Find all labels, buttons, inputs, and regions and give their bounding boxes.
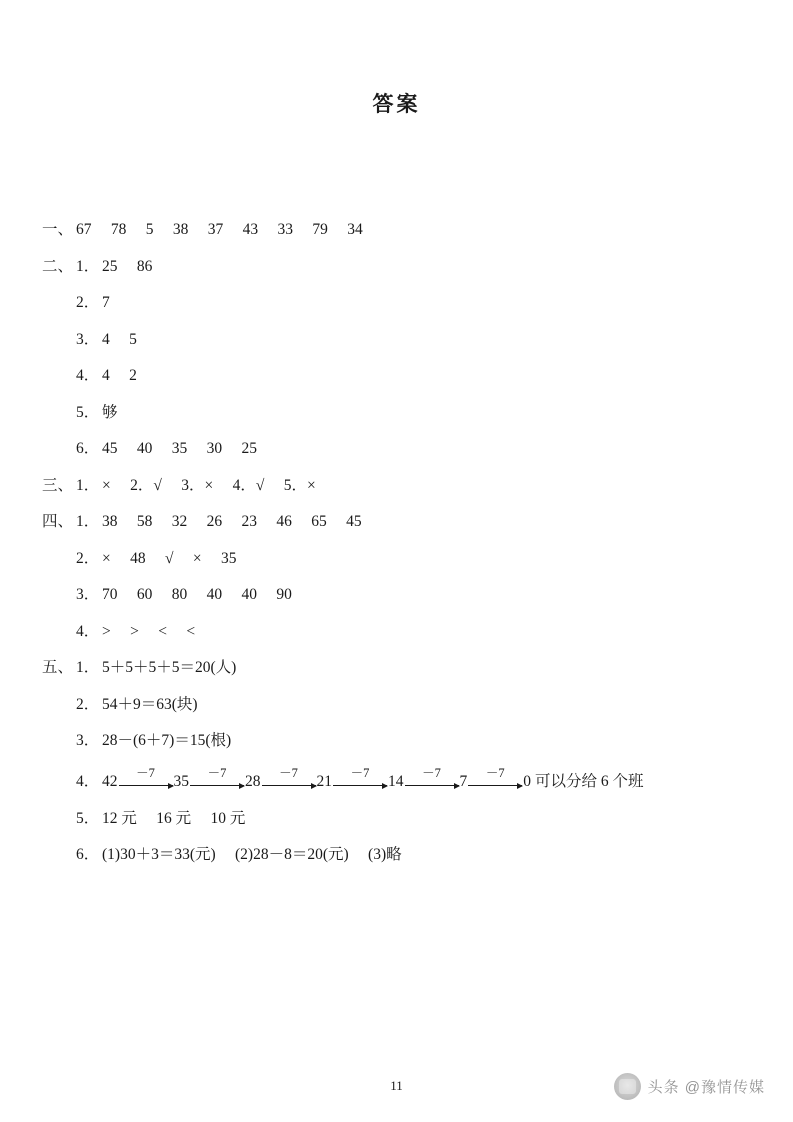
answer-line-section2-3 [42,332,753,348]
item-answer-text: 7 [102,294,110,311]
arrow-label: －7 [279,765,298,780]
chain-value: 7 [459,773,468,790]
item-number: 4． [76,622,100,640]
circle-avatar-icon [614,1073,641,1100]
watermark [614,1073,765,1100]
section-label: 二、 [42,257,74,275]
section-label: 三、 [42,476,74,494]
answer-line-section5-6 [42,847,753,863]
item-number: 6． [76,846,100,863]
item-number: 3． [76,330,100,348]
arrow-shaft [119,785,173,786]
item-number: 2． [76,695,100,713]
answer-line-section2-1 [42,259,753,275]
watermark-text: 头条 @豫情传媒 [647,1079,765,1096]
item-answer-text: 38 58 32 26 23 46 65 45 [102,513,362,530]
arrow-label: －7 [350,765,370,780]
item-number: 1． [76,513,100,530]
section-label: 五、 [42,659,74,676]
answer-line-section5-4 [42,765,753,790]
item-number: 5． [76,809,100,827]
arrow-shaft [468,785,522,786]
item-number: 3． [76,732,100,749]
item-answer-text: 45 40 35 30 25 [102,440,257,457]
section-answer-text: 67 78 5 38 37 43 33 79 34 [76,221,363,238]
item-answer-text: 25 86 [102,257,153,275]
arrow-icon [119,765,173,790]
answer-line-section2-2 [42,295,753,311]
item-number: 3． [76,586,100,603]
answer-line-section5-2 [42,697,753,713]
arrow-icon [333,765,387,790]
item-number: 1． [76,659,100,676]
answer-line-section4-3 [42,587,753,603]
arrow-label: －7 [207,765,227,780]
arrow-label: －7 [136,765,155,780]
item-answer-text: > > < < [102,622,196,640]
item-answer-text: × 48 √ × 35 [102,549,237,567]
item-number: 1． [76,476,100,494]
arrow-icon [405,765,459,790]
arrow-shaft [262,785,316,786]
item-answer-text: 4 2 [102,367,137,384]
answer-line-section4-1 [42,514,753,530]
item-number: 4． [76,367,100,384]
answer-line-section4-4 [42,624,753,640]
answer-line-section5-1 [42,660,753,676]
item-number: 5． [76,403,100,421]
chain-tail-text: 可以分给 6 个班 [535,773,644,790]
arrow-shaft [333,785,387,786]
section-label: 一、 [42,221,74,238]
item-answer-text: × 2．√ 3．× 4．√ 5．× [102,476,316,494]
chain-value: 35 [173,773,189,790]
arrow-head [517,783,523,789]
answer-line-section2-4 [42,368,753,384]
item-answer-text: 70 60 80 40 40 90 [102,586,292,603]
chain-value: 21 [316,773,332,790]
chain-value: 0 [523,773,531,790]
chain-start-value: 42 [102,773,118,790]
arrow-label: －7 [485,765,505,780]
arrow-label: －7 [422,765,441,780]
item-number: 1． [76,257,100,275]
item-answer-text: 12 元 16 元 10 元 [102,809,246,827]
answer-line-section4-2 [42,551,753,567]
arrow-shaft [405,785,459,786]
arrow-icon [468,765,522,790]
answer-line-section2-6 [42,441,753,457]
answer-line-section1 [42,222,753,238]
arrow-head [168,783,174,789]
chain-value: 14 [388,773,404,790]
arrow-shaft [190,785,244,786]
answer-line-section2-5 [42,405,753,421]
item-answer-text: 够 [102,403,118,421]
item-answer-text: (1)30＋3＝33(元) (2)28－8＝20(元) (3)略 [102,846,402,863]
item-answer-text: 5＋5＋5＋5＝20(人) [102,659,237,676]
arrow-head [239,783,245,789]
subtraction-chain [102,765,644,790]
arrow-icon [190,765,244,790]
arrow-head [311,783,317,789]
answers-body [0,222,793,863]
item-answer-text: 54＋9＝63(块) [102,695,198,713]
arrow-head [454,783,460,789]
item-answer-text: 28－(6＋7)＝15(根) [102,732,232,749]
item-number: 2． [76,549,100,567]
answer-line-section5-5 [42,811,753,827]
arrow-head [382,783,388,789]
section-label: 四、 [42,513,74,530]
item-answer-text: 4 5 [102,330,137,348]
answer-line-section5-3 [42,733,753,749]
item-number: 2． [76,294,100,311]
answer-line-section3-1 [42,478,753,494]
page-title: 答案 [372,93,421,116]
item-number: 4． [76,773,100,790]
page-number: 11 [390,1078,403,1093]
arrow-icon [262,765,316,790]
item-number: 6． [76,440,100,457]
chain-value: 28 [245,773,261,790]
